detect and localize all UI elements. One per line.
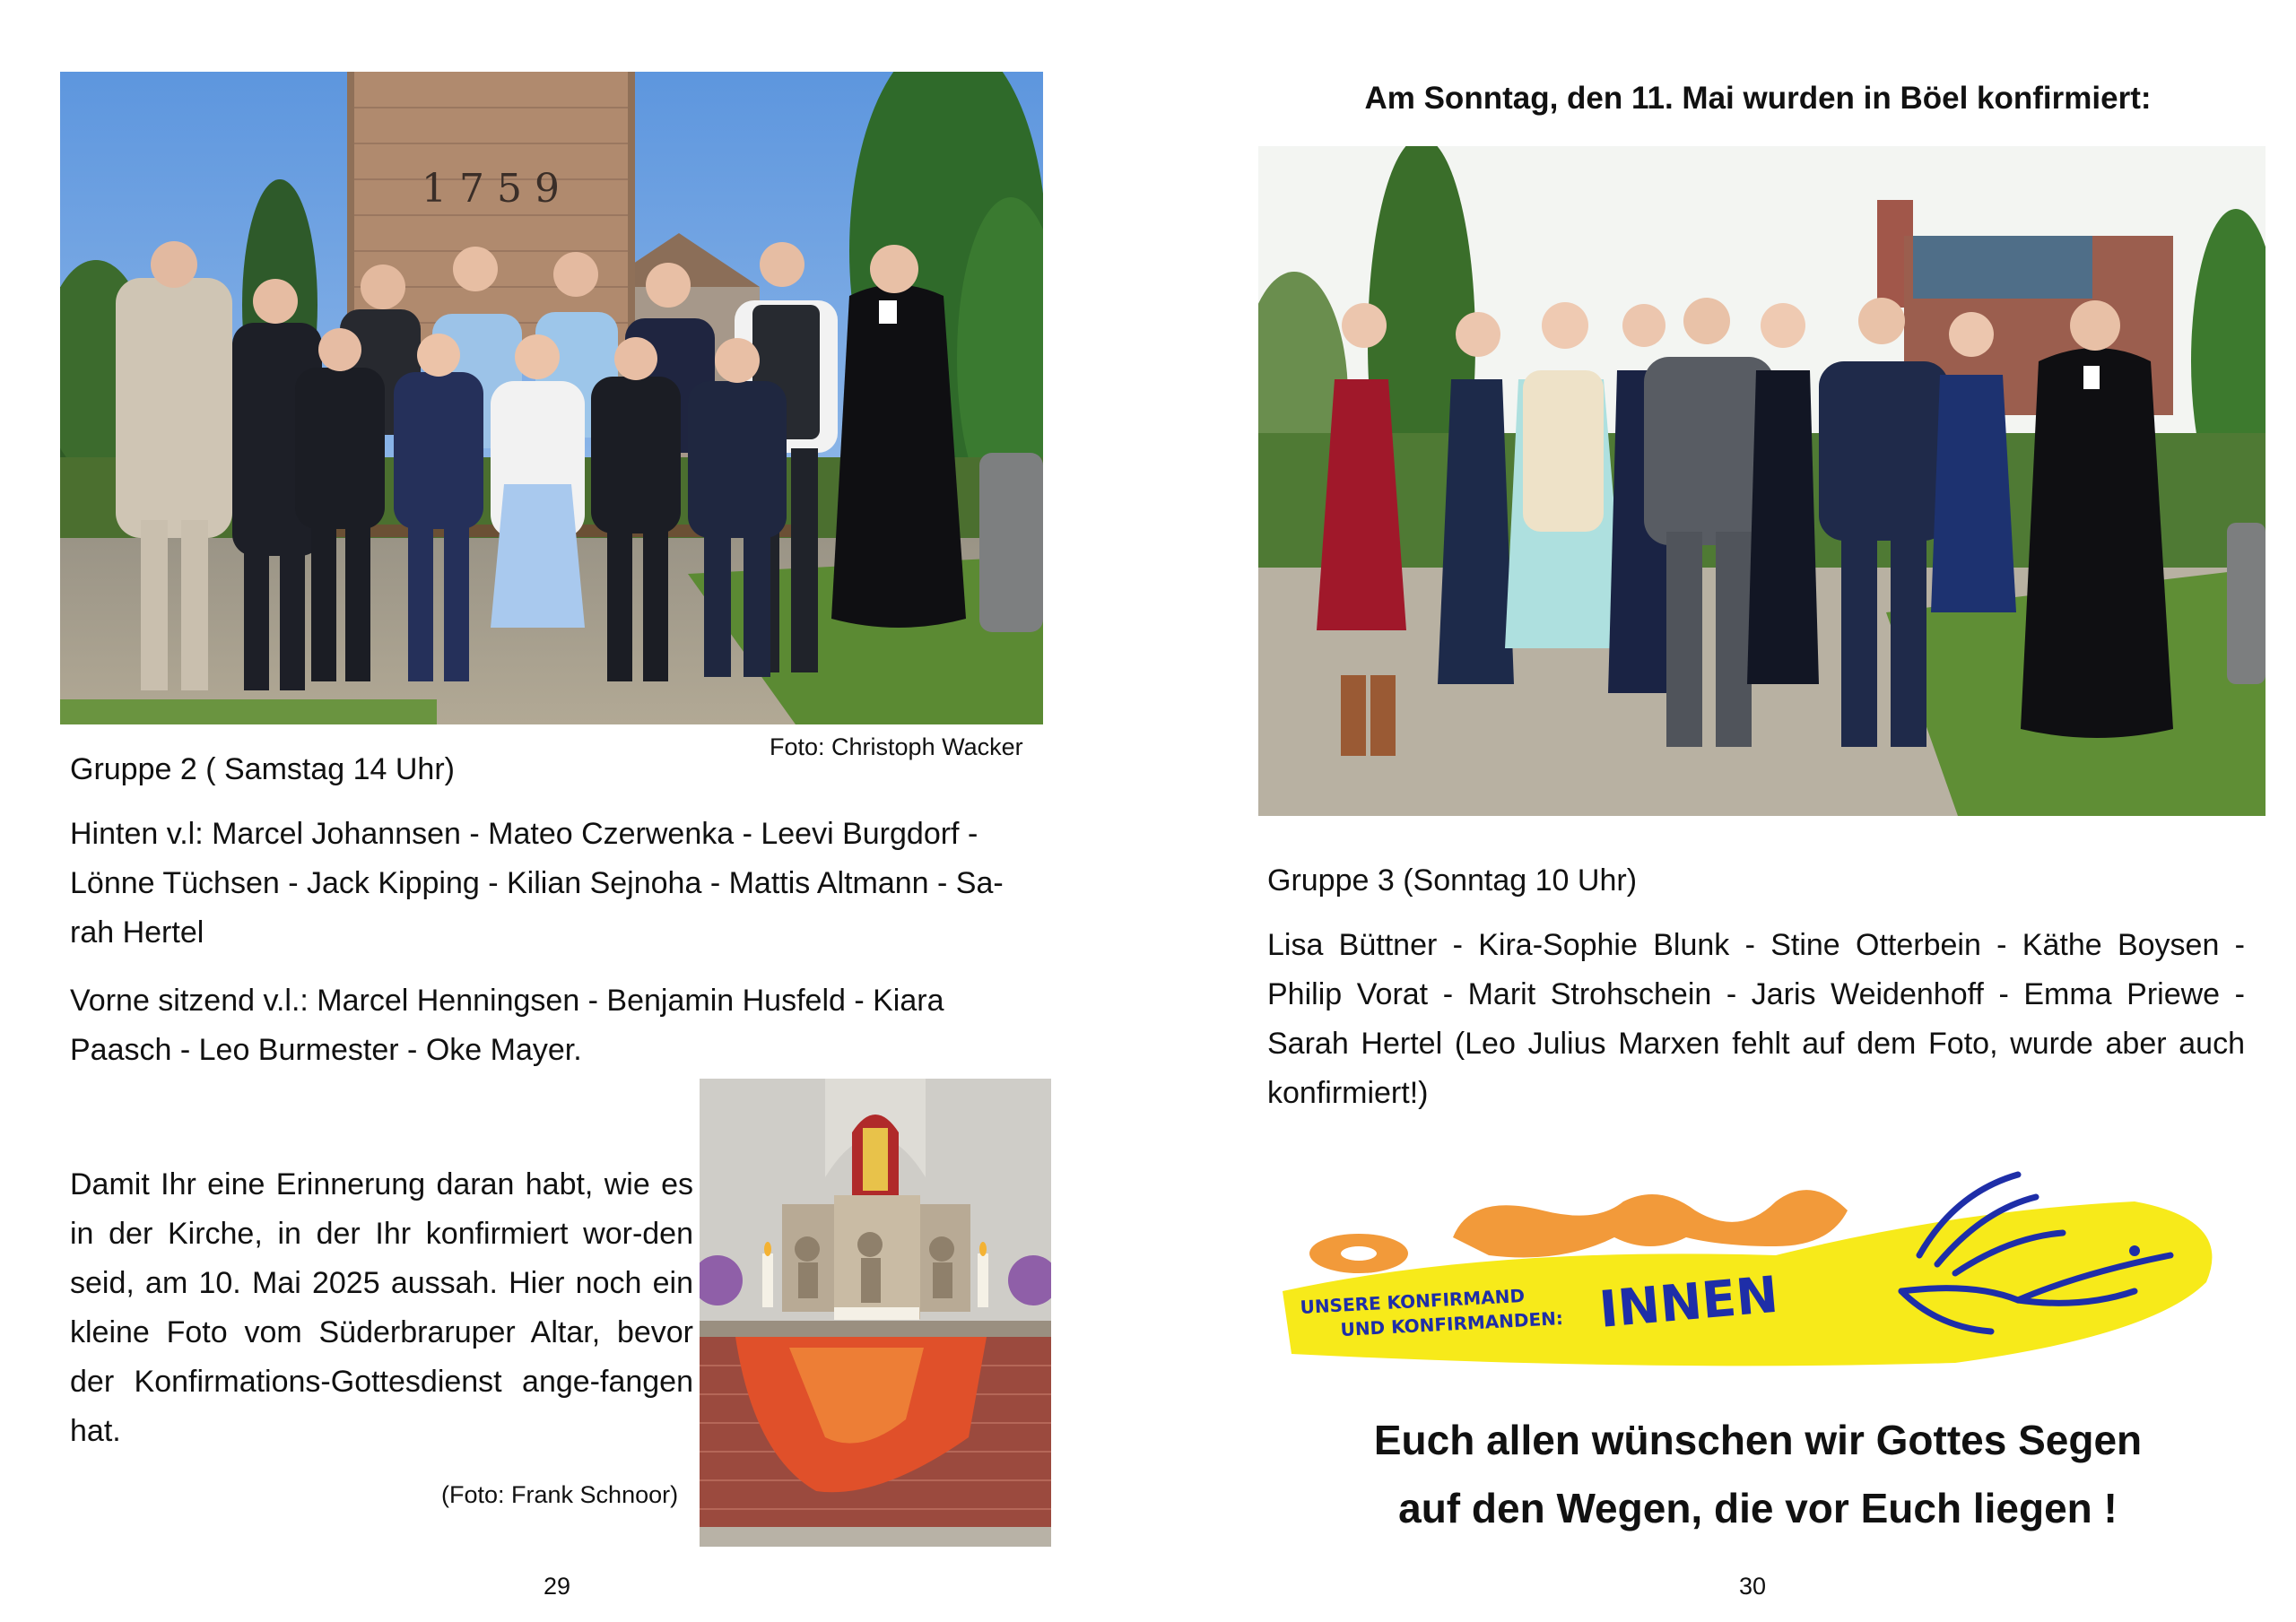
right-page-title: Am Sonntag, den 11. Mai wurden in Böel konfirmiert:: [1364, 81, 2152, 116]
logo-graphic: [1274, 1148, 2260, 1390]
group3-photo: [1258, 146, 2266, 816]
tower-year: 1 7 5 9: [422, 166, 560, 212]
logo-text-big: INNEN: [1596, 1265, 1781, 1340]
logo-text-small-1: UNSERE KONFIRMAND: [1300, 1284, 1526, 1318]
front-row-names: Vorne sitzend v.l.: Marcel Henningsen - Benjamin Husfeld - Kiara Paasch - Leo Burmester - Oke Mayer.: [70, 984, 944, 1067]
group3-photo-illustration: [1258, 146, 2266, 816]
altar-credit: (Foto: Frank Schnoor): [441, 1481, 679, 1508]
group2-heading: Gruppe 2 ( Samstag 14 Uhr): [70, 752, 455, 786]
group3-heading: Gruppe 3 (Sonntag 10 Uhr): [1267, 863, 1638, 898]
altar-illustration: [700, 1079, 1051, 1547]
group3-names: Lisa Büttner - Kira-Sophie Blunk - Stine Otterbein - Käthe Boysen - Philip Vorat - Marit Strohschein - Jaris Weidenhoff - Emma Priewe - Sarah Hertel (Leo Julius Marxen fehlt auf dem Foto, wurde aber auch konfirmiert!): [1267, 928, 2245, 1110]
back-row-names: Hinten v.l: Marcel Johannsen - Mateo Czerwenka - Leevi Burgdorf - Lönne Tüchsen - Jack Kipping - Kilian Sejnoha - Mattis Altmann - Sa-rah Hertel: [70, 817, 1004, 950]
blessing-line-1: Euch allen wünschen wir Gottes Segen: [1373, 1417, 2143, 1463]
altar-photo: [700, 1079, 1051, 1547]
memory-paragraph: Damit Ihr eine Erinnerung daran habt, wie es in der Kirche, in der Ihr konfirmiert wor-den seid, am 10. Mai 2025 aussah. Hier noch ein kleine Foto vom Süderbraruper Altar, bevor der Konfirmations-Gottesdienst ange-fangen hat.: [70, 1167, 693, 1448]
konfirmanden-logo: [1274, 1148, 2260, 1390]
group2-photo-illustration: [60, 72, 1043, 724]
group2-photo: [60, 72, 1043, 724]
logo-text-small-2: UND KONFIRMANDEN:: [1340, 1307, 1564, 1340]
page-number-right: 30: [1739, 1573, 1767, 1600]
page-number-left: 29: [544, 1573, 571, 1600]
photo1-credit: Foto: Christoph Wacker: [770, 733, 1023, 760]
blessing-line-2: auf den Wegen, die vor Euch liegen !: [1398, 1485, 2118, 1531]
